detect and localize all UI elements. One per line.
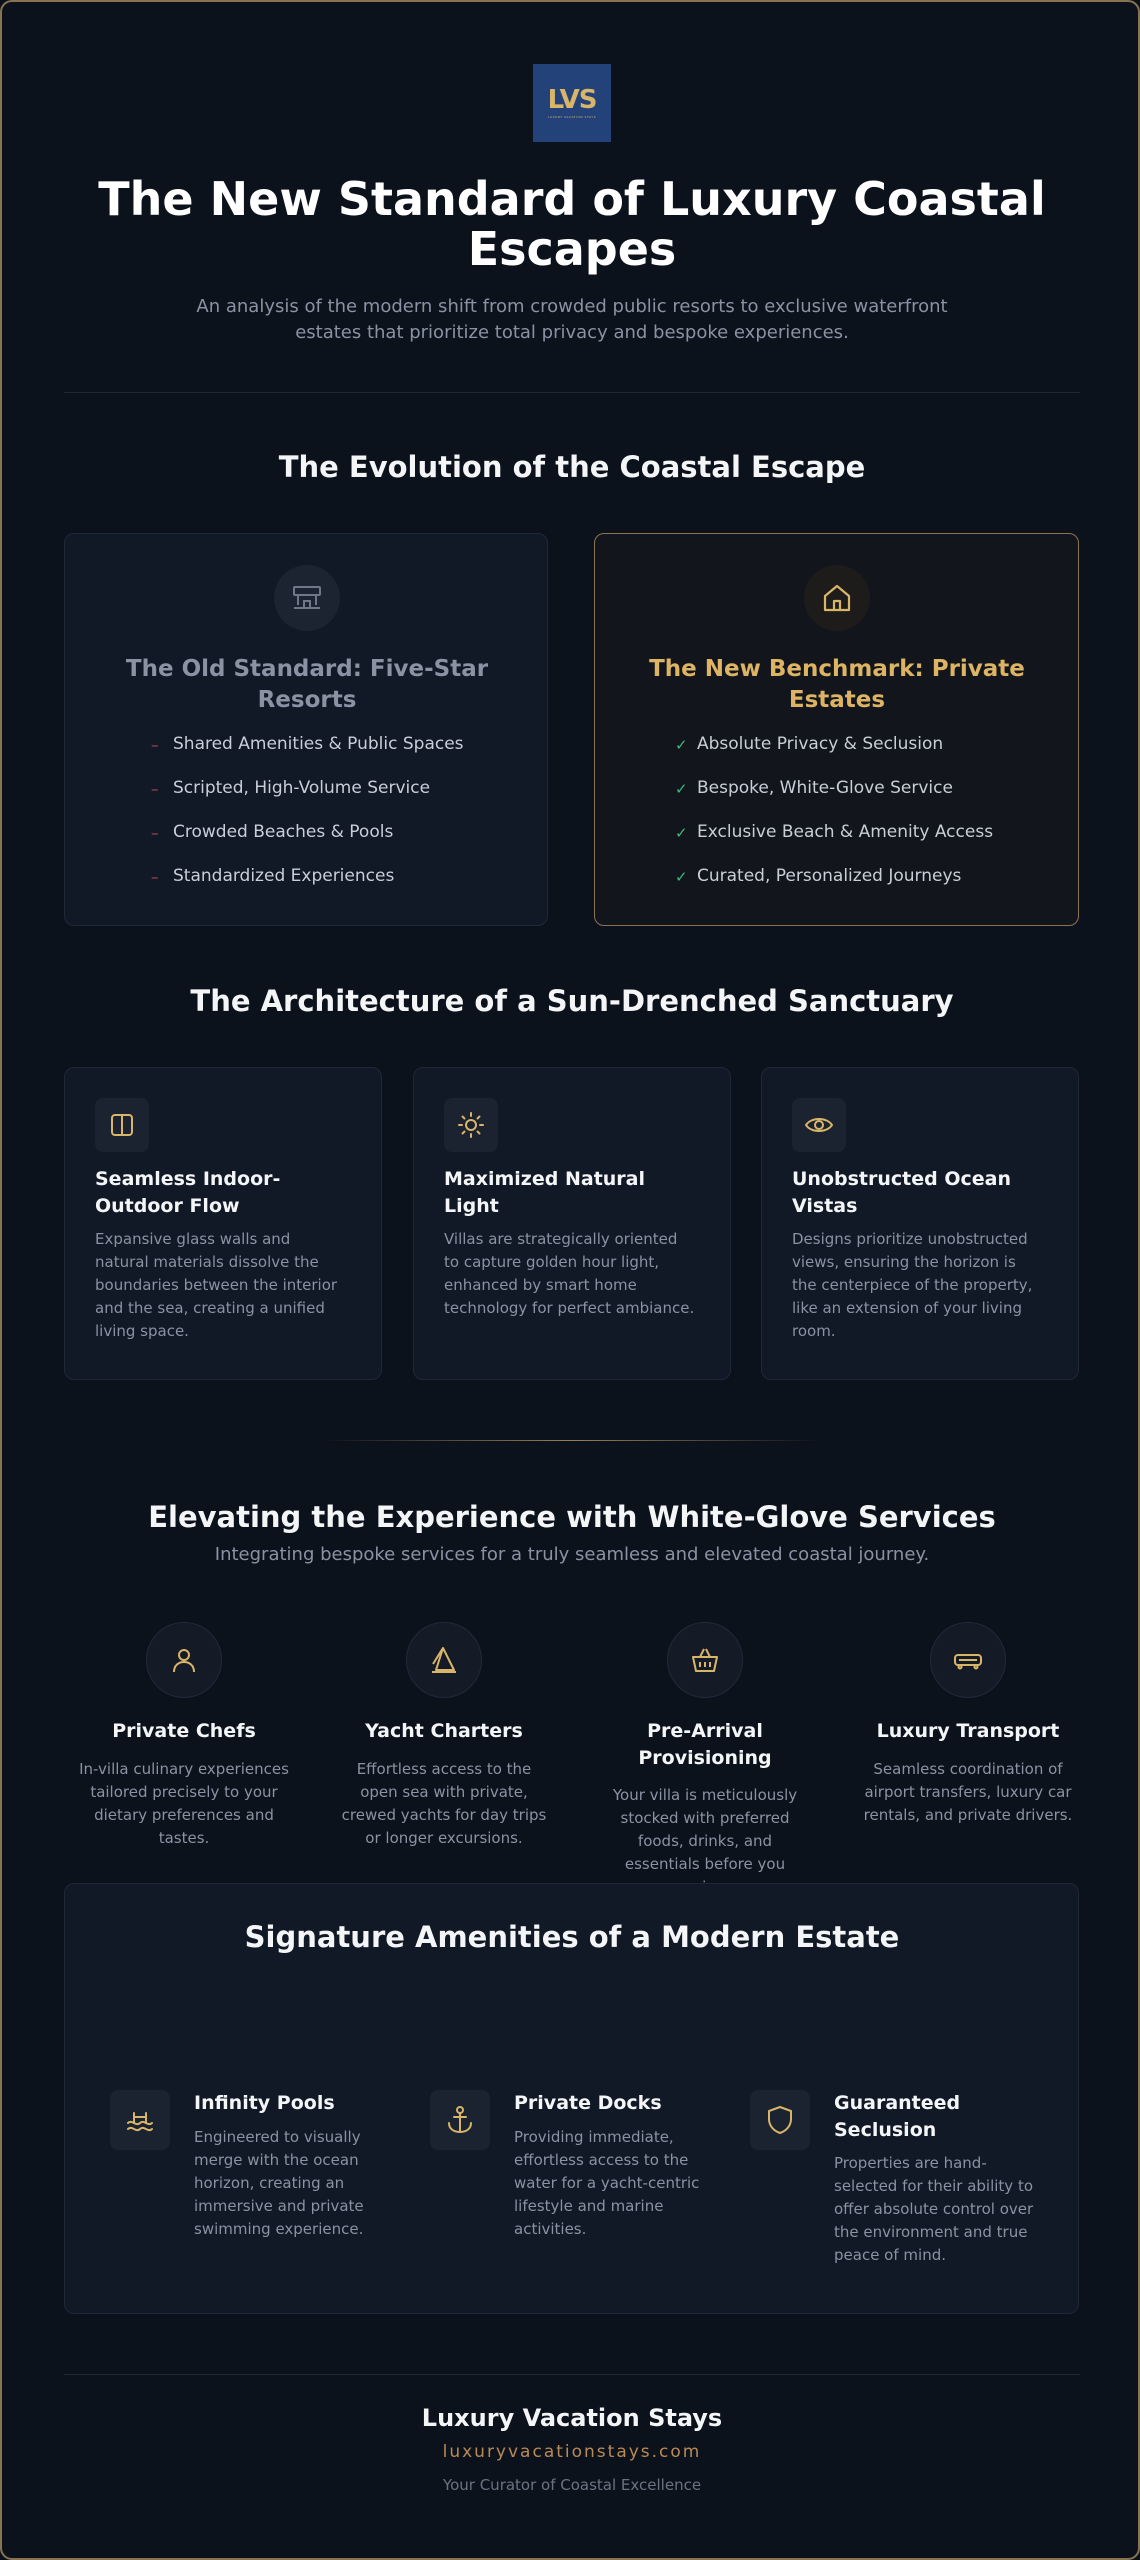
list-item: – Standardized Experiences	[151, 866, 395, 886]
service-title: Private Chefs	[112, 1720, 256, 1742]
logo-subtext: LUXURY VACATION STAYS	[547, 115, 597, 119]
footer-tagline: Your Curator of Coastal Excellence	[442, 2476, 702, 2494]
old-standard-list	[151, 731, 464, 907]
amenity-body: Engineered to visually merge with the ocean horizon, creating an immersive and private swimming experience.	[194, 2128, 364, 2238]
feature-title: Seamless Indoor-Outdoor Flow	[95, 1168, 281, 1217]
services-subheading: Integrating bespoke services for a truly seamless and elevated coastal journey.	[214, 1544, 930, 1565]
amenities-heading: Signature Amenities of a Modern Estate	[244, 1920, 900, 1954]
footer-title: Luxury Vacation Stays	[421, 2404, 723, 2432]
amenity-title: Infinity Pools	[194, 2092, 335, 2114]
old-standard-title: The Old Standard: Five-Star Resorts	[125, 656, 489, 713]
car-icon	[930, 1622, 1006, 1698]
amenity-body: Properties are hand-selected for their ability to offer absolute control over the environment and true peace of mind.	[834, 2154, 1034, 2264]
sailboat-icon	[406, 1622, 482, 1698]
service-title: Yacht Charters	[365, 1720, 523, 1742]
feature-body: Designs prioritize unobstructed views, ensuring the horizon is the centerpiece of the property, like an extension of your living room.	[792, 1230, 1033, 1340]
page-subtitle: An analysis of the modern shift from crowded public resorts to exclusive waterfront estates that prioritize total privacy and bespoke experiences.	[196, 296, 948, 343]
amenity-title: Private Docks	[514, 2092, 662, 2114]
anchor-icon	[430, 2090, 490, 2150]
list-item: – Crowded Beaches & Pools	[151, 822, 394, 842]
evolution-heading: The Evolution of the Coastal Escape	[278, 450, 866, 484]
brand-logo	[533, 64, 611, 142]
new-benchmark-title: The New Benchmark: Private Estates	[649, 656, 1025, 713]
list-item: – Scripted, High-Volume Service	[151, 778, 431, 798]
basket-icon	[667, 1622, 743, 1698]
logo-text: LVS	[547, 85, 597, 115]
feature-body: Villas are strategically oriented to capture golden hour light, enhanced by smart home technology for perfect ambiance.	[444, 1230, 695, 1317]
service-body: Effortless access to the open sea with private, crewed yachts for day trips or longer excursions.	[341, 1760, 547, 1847]
amenity-body: Providing immediate, effortless access to the water for a yacht-centric lifestyle and marine activities.	[514, 2128, 700, 2238]
gold-divider	[322, 1440, 822, 1441]
shield-icon	[750, 2090, 810, 2150]
pool-icon	[110, 2090, 170, 2150]
new-benchmark-card	[594, 533, 1079, 926]
sun-icon	[444, 1098, 498, 1152]
house-icon	[804, 565, 870, 631]
list-item: ✓ Bespoke, White-Glove Service	[675, 778, 953, 798]
old-standard-card	[64, 533, 548, 926]
service-body: Your villa is meticulously stocked with preferred foods, drinks, and essentials before you	[612, 1786, 798, 1873]
feature-card	[761, 1067, 1079, 1380]
eye-icon	[792, 1098, 846, 1152]
feature-title: Maximized Natural Light	[444, 1168, 646, 1217]
architecture-heading: The Architecture of a Sun-Drenched Sanctuary	[190, 984, 954, 1018]
feature-card	[413, 1067, 731, 1380]
service-title: Pre-Arrival Provisioning	[638, 1720, 772, 1769]
user-icon	[146, 1622, 222, 1698]
list-item: ✓ Curated, Personalized Journeys	[675, 866, 962, 886]
new-benchmark-list	[675, 731, 993, 907]
page-title: The New Standard of Luxury Coastal Escapes	[98, 172, 1046, 276]
hotel-icon	[274, 565, 340, 631]
service-title: Luxury Transport	[876, 1720, 1060, 1742]
feature-body: Expansive glass walls and natural materials dissolve the boundaries between the interior and the sea, creating a unified living space.	[95, 1230, 338, 1340]
service-body: Seamless coordination of airport transfers, luxury car rentals, and private drivers.	[863, 1760, 1073, 1824]
list-item: – Shared Amenities & Public Spaces	[151, 734, 464, 754]
list-item: ✓ Absolute Privacy & Seclusion	[675, 734, 944, 754]
panel-icon	[95, 1098, 149, 1152]
footer-link[interactable]: luxuryvacationstays.com	[442, 2442, 702, 2462]
divider	[64, 392, 1080, 393]
service-body: In-villa culinary experiences tailored precisely to your dietary preferences and tastes.	[79, 1760, 289, 1847]
list-item: ✓ Exclusive Beach & Amenity Access	[675, 822, 994, 842]
services-heading: Elevating the Experience with White-Glove Services	[148, 1500, 996, 1534]
divider	[64, 2374, 1080, 2375]
feature-card	[64, 1067, 382, 1380]
amenity-title: Guaranteed Seclusion	[834, 2092, 961, 2141]
feature-title: Unobstructed Ocean Vistas	[792, 1168, 1011, 1217]
